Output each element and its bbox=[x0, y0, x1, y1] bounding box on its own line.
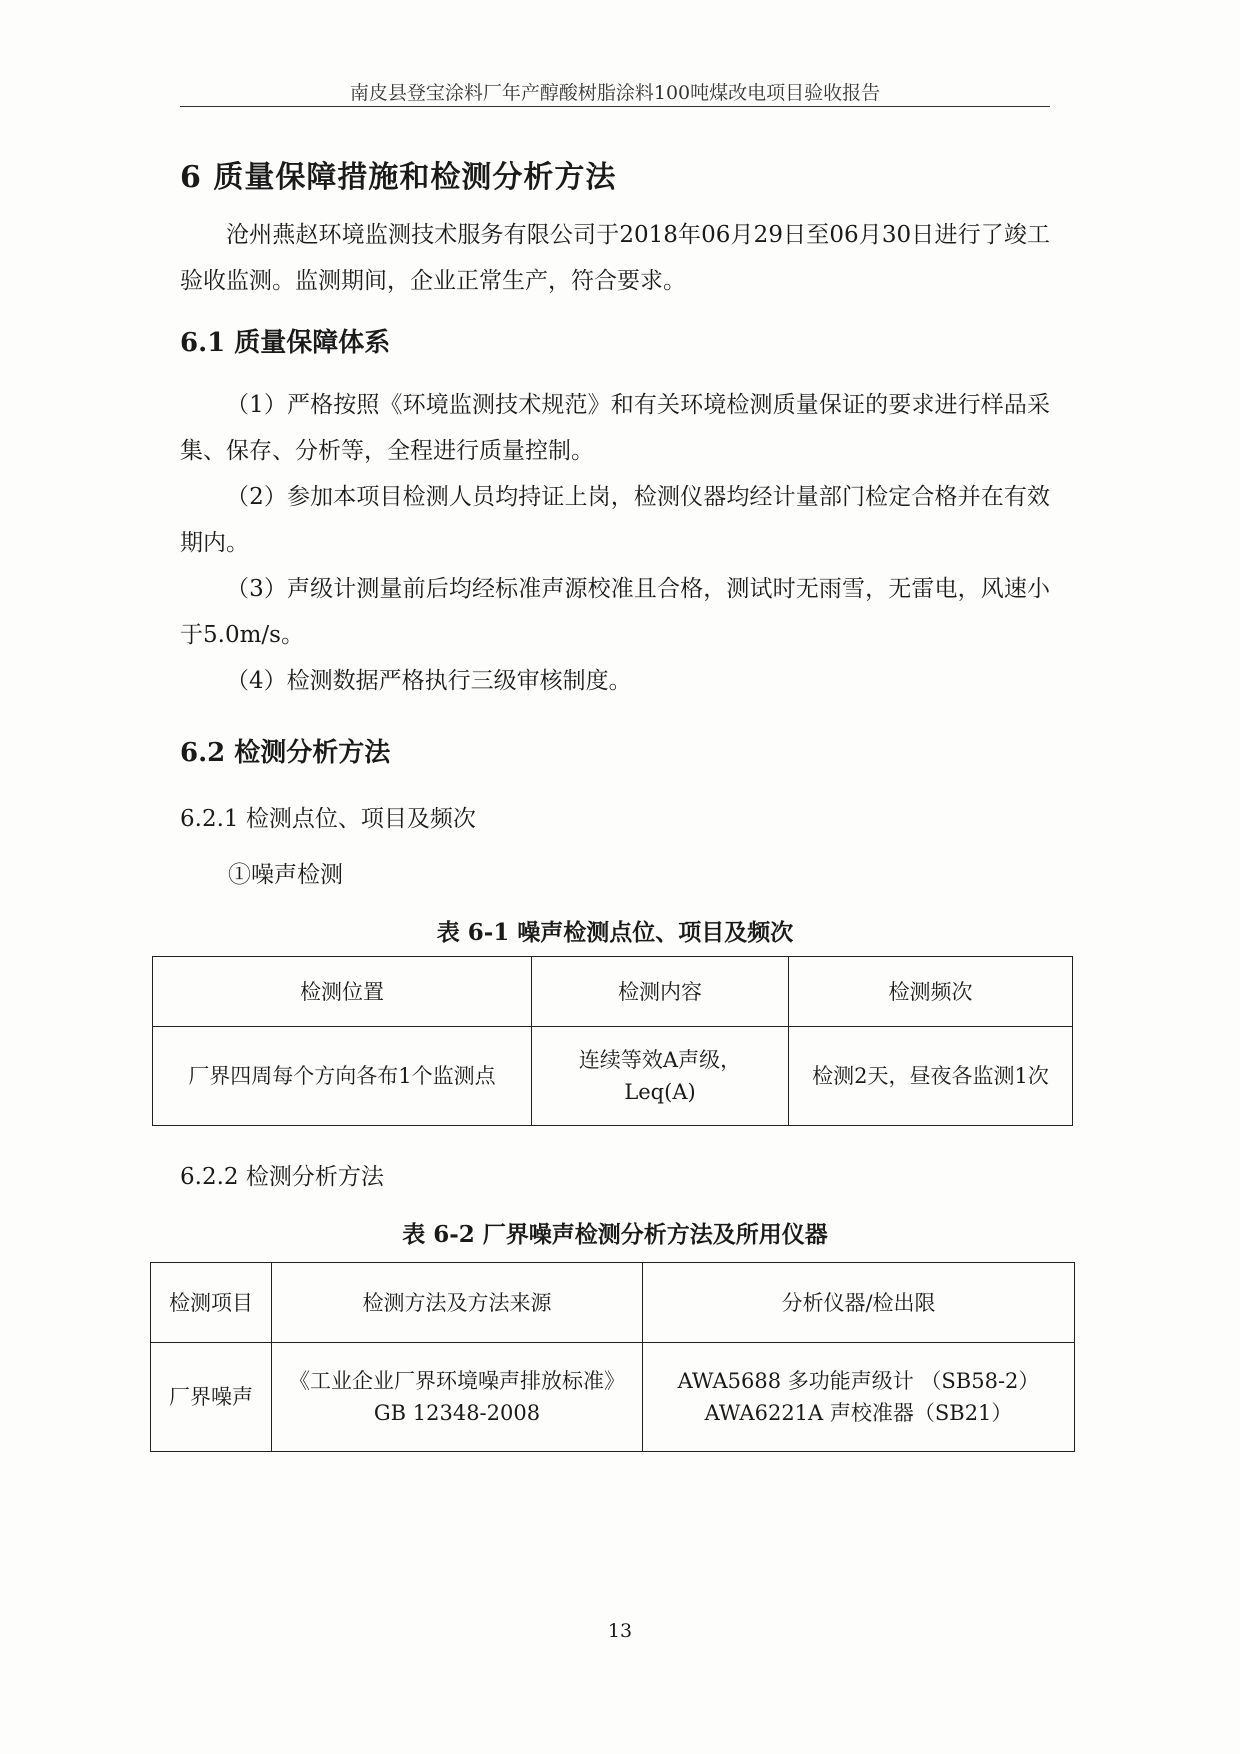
noise-label: ①噪声检测 bbox=[228, 862, 343, 888]
quality-item-1: （1）严格按照《环境监测技术规范》和有关环境检测质量保证的要求进行样品采集、保存、分析等，全程进行质量控制。 bbox=[180, 392, 1050, 464]
running-header: 南皮县登宝涂料厂年产醇酸树脂涂料100吨煤改电项目验收报告 bbox=[349, 82, 881, 104]
section-6-2-title: 6.2 检测分析方法 bbox=[180, 738, 391, 768]
table-6-1 bbox=[152, 956, 1073, 1126]
subsection-6-2-2: 6.2.2 检测分析方法 bbox=[180, 1164, 384, 1190]
table-header-cell: 检测频次 bbox=[789, 957, 1073, 1027]
quality-item-3: （3）声级计测量前后均经标准声源校准且合格，测试时无雨雪，无雷电，风速小于5.0m/s。 bbox=[180, 576, 1050, 648]
method-line-1: 《工业企业厂界环境噪声排放标准》 bbox=[289, 1369, 625, 1393]
table-6-2 bbox=[150, 1262, 1075, 1452]
table-header-cell: 检测位置 bbox=[153, 957, 532, 1027]
table-header-row bbox=[153, 957, 1073, 1027]
table-header-cell: 分析仪器/检出限 bbox=[643, 1263, 1075, 1343]
instrument-line-2: AWA6221A 声校准器（SB21） bbox=[704, 1401, 1013, 1425]
table-header-cell: 检测项目 bbox=[151, 1263, 272, 1343]
table-row bbox=[151, 1343, 1075, 1452]
table-row bbox=[153, 1027, 1073, 1126]
content-line-1: 连续等效A声级， bbox=[578, 1048, 742, 1072]
quality-item-2: （2）参加本项目检测人员均持证上岗，检测仪器均经计量部门检定合格并在有效期内。 bbox=[180, 484, 1050, 556]
table-header-cell: 检测方法及方法来源 bbox=[272, 1263, 643, 1343]
method-line-2: GB 12348-2008 bbox=[373, 1401, 541, 1425]
content-line-2: Leq(A) bbox=[624, 1080, 696, 1104]
table-cell-instrument bbox=[643, 1343, 1075, 1452]
table-cell-item: 厂界噪声 bbox=[151, 1343, 272, 1452]
table-cell-method bbox=[272, 1343, 643, 1452]
subsection-6-2-1: 6.2.1 检测点位、项目及频次 bbox=[180, 806, 476, 832]
table-6-1-caption: 表 6-1 噪声检测点位、项目及频次 bbox=[436, 919, 794, 946]
section-6-1-title: 6.1 质量保障体系 bbox=[180, 328, 391, 358]
table-header-cell: 检测内容 bbox=[532, 957, 789, 1027]
table-cell-frequency: 检测2天，昼夜各监测1次 bbox=[789, 1027, 1073, 1126]
table-6-2-caption: 表 6-2 厂界噪声检测分析方法及所用仪器 bbox=[402, 1221, 828, 1248]
table-cell-location: 厂界四周每个方向各布1个监测点 bbox=[153, 1027, 532, 1126]
page-number: 13 bbox=[607, 1620, 633, 1642]
quality-item-4: （4）检测数据严格执行三级审核制度。 bbox=[226, 668, 632, 694]
header-rule bbox=[180, 106, 1050, 107]
instrument-line-1: AWA5688 多功能声级计 （SB58-2） bbox=[677, 1369, 1040, 1393]
table-header-row bbox=[151, 1263, 1075, 1343]
table-cell-content bbox=[532, 1027, 789, 1126]
section-6-intro: 沧州燕赵环境监测技术服务有限公司于2018年06月29日至06月30日进行了竣工验收监测。监测期间，企业正常生产，符合要求。 bbox=[180, 222, 1050, 294]
section-6-title: 6 质量保障措施和检测分析方法 bbox=[180, 160, 617, 195]
